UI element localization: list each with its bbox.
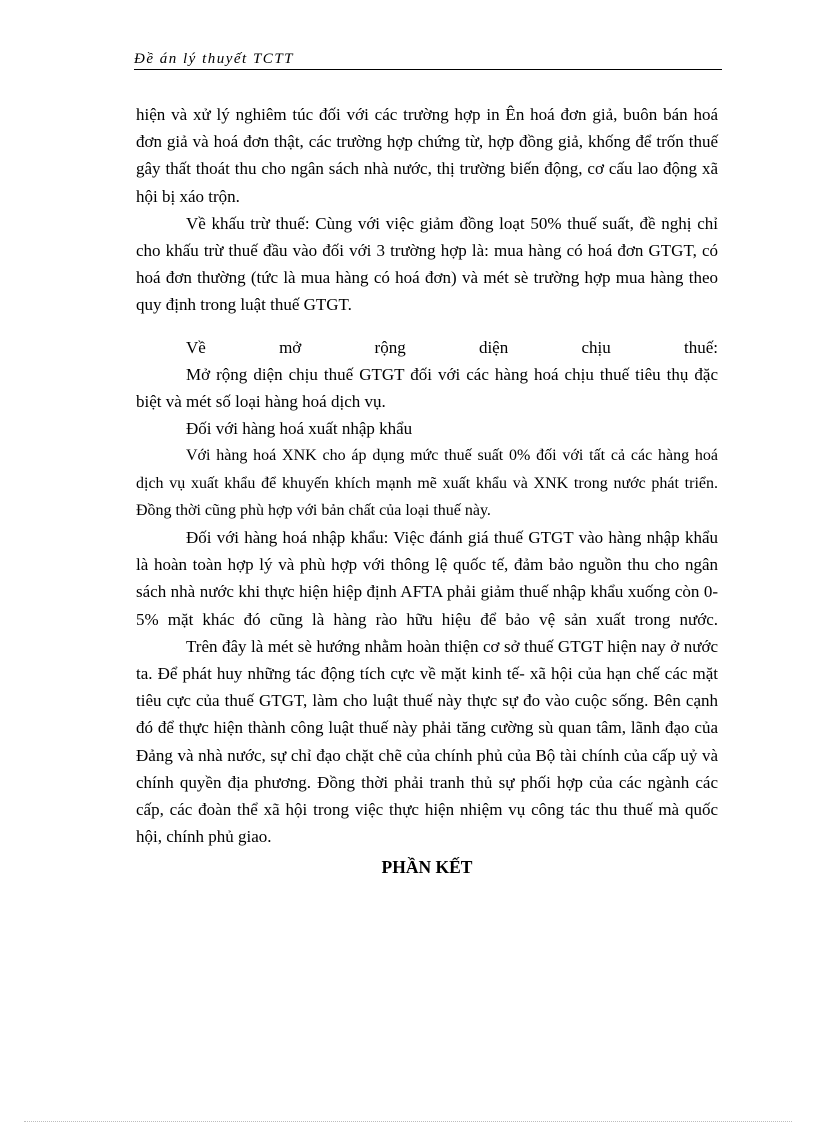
paragraph-import-goods: Đối với hàng hoá nhập khẩu: Việc đánh giá thuế GTGT vào hàng nhập khẩu là hoàn toàn hợp lý và phù hợp với thông lệ quốc tế, đảm bảo nguồn thu cho ngân sách nhà nước khi thực hiện hiệp định AFTA phải giảm thuế nhập khẩu xuống còn 0-5% mặt khác đó cũng là hàng rào hữu hiệu để bảo vệ sản xuất trong nước. xyxy=(136,528,718,629)
running-header-title: Đề án lý thuyết TCTT xyxy=(134,51,294,67)
section-heading: PHẦN KẾT xyxy=(381,857,473,878)
paragraph-export-goods: Với hàng hoá XNK cho áp dụng mức thuế suất 0% đối với tất cả các hàng hoá dịch vụ xuất khẩu để khuyến khích mạnh mẽ xuất khẩu và XNK trong nước phát triển. Đồng thời cũng phù hợp với bản chất của loại thuế này. xyxy=(136,447,718,519)
paragraph-import-export-heading: Đối với hàng hoá xuất nhập khẩu xyxy=(186,419,413,439)
running-header xyxy=(134,50,722,70)
document-body xyxy=(136,101,718,881)
paragraph-tax-deduction: Về khấu trừ thuế: Cùng với việc giảm đồng loạt 50% thuế suất, đề nghị chỉ cho khấu trừ thuế đầu vào đối với 3 trường hợp là: mua hàng có hoá đơn GTGT, có hoá đơn thường (tức là mua hàng có hoá đơn) và mét sè trường hợp mua hàng theo quy định trong luật thuế GTGT. xyxy=(136,213,718,315)
paragraph-tax-base-expansion: Mở rộng diện chịu thuế GTGT đối với các hàng hoá chịu thuế tiêu thụ đặc biệt và mét số loại hàng hoá dịch vụ. xyxy=(136,364,718,412)
paragraph-invoice-fraud: hiện và xử lý nghiêm túc đối với các trường hợp in Ên hoá đơn giả, buôn bán hoá đơn giả và hoá đơn thật, các trường hợp chứng từ, hợp đồng giả, khống để trốn thuế gây thất thoát thu cho ngân sách nhà nước, thị trường biến động, cơ cấu lao động xã hội bị xáo trộn. xyxy=(136,105,718,206)
page-bottom-rule xyxy=(24,1121,792,1122)
paragraph-tax-base-heading: Về mở rộng diện chịu thuế: xyxy=(186,337,718,357)
paragraph-conclusion: Trên đây là mét sè hướng nhằm hoàn thiện cơ sở thuế GTGT hiện nay ở nước ta. Để phát huy những tác động tích cực về mặt kinh tế- xã hội của hạn chế các mặt tiêu cực của thuế GTGT, làm cho luật thuế này thực sự đo vào cuộc sống. Bên cạnh đó để thực hiện thành công luật thuế này phải tăng cường sù quan tâm, lãnh đạo của Đảng và nhà nước, sự chỉ đạo chặt chẽ của chính phủ của Bộ tài chính của cấp uỷ và chính quyền địa phương. Đồng thời phải tranh thủ sự phối hợp của các ngành các cấp, các đoàn thể xã hội trong việc thực hiện nhiệm vụ công tác thu thuế mà quốc hội, chính phủ giao. xyxy=(136,636,718,847)
